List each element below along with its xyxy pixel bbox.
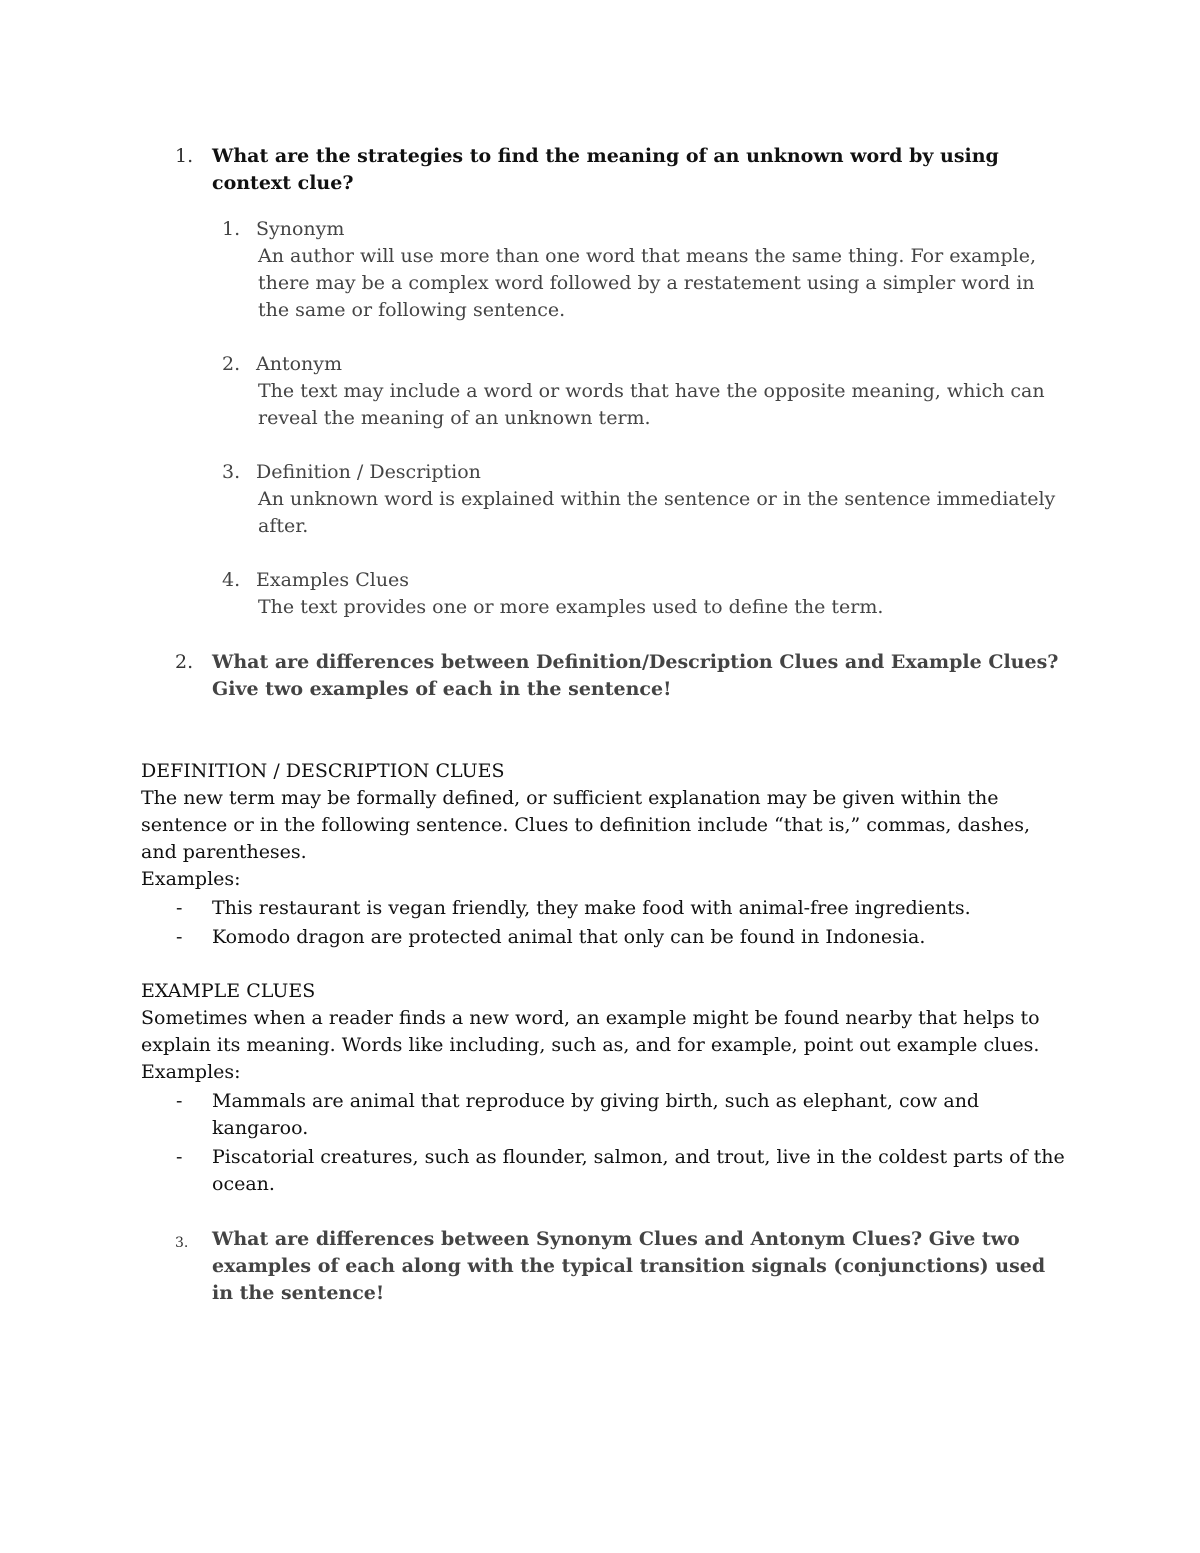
section-example-clues bbox=[141, 978, 1071, 1200]
strategy-title: Definition / Description bbox=[256, 461, 481, 483]
strategy-title: Synonym bbox=[256, 218, 345, 240]
list-item bbox=[141, 1144, 1071, 1198]
question-number: 1. bbox=[175, 145, 194, 167]
section-paragraph: The new term may be formally defined, or sufficient explanation may be given within the sentence or in the following sentence. Clues to definition include “that is,” commas, dashes, and parentheses. bbox=[141, 787, 1031, 863]
section-definition-clues bbox=[141, 758, 1071, 953]
examples-label: Examples: bbox=[141, 868, 241, 890]
question-text: What are the strategies to find the meaning of an unknown word by using context clue? bbox=[212, 145, 999, 194]
strategy-number: 1. bbox=[222, 218, 241, 240]
examples-list bbox=[141, 895, 1071, 951]
question-text: What are differences between Synonym Clues and Antonym Clues? Give two examples of each along with the typical transition signals (conjunctions) used in the sentence! bbox=[212, 1228, 1046, 1304]
bullet-dash: - bbox=[176, 1146, 183, 1168]
strategy-title: Examples Clues bbox=[256, 569, 410, 591]
strategy-description: The text provides one or more examples used to define the term. bbox=[258, 596, 884, 618]
example-text: Mammals are animal that reproduce by giving birth, such as elephant, cow and kangaroo. bbox=[212, 1090, 980, 1139]
list-item bbox=[141, 924, 1071, 951]
examples-label: Examples: bbox=[141, 1061, 241, 1083]
strategy-title: Antonym bbox=[256, 353, 343, 375]
section-paragraph: Sometimes when a reader finds a new word, an example might be found nearby that helps to explain its meaning. Words like including, such as, and for example, point out example clues. bbox=[141, 1007, 1040, 1056]
example-text: Komodo dragon are protected animal that only can be found in Indonesia. bbox=[212, 926, 926, 948]
strategy-description: The text may include a word or words that have the opposite meaning, which can reveal the meaning of an unknown term. bbox=[258, 380, 1045, 429]
strategy-description: An unknown word is explained within the sentence or in the sentence immediately after. bbox=[258, 488, 1056, 537]
strategy-description: An author will use more than one word that means the same thing. For example, there may be a complex word followed by a restatement using a simpler word in the same or following sentence. bbox=[258, 245, 1037, 321]
strategy-number: 4. bbox=[222, 569, 241, 591]
example-text: Piscatorial creatures, such as flounder, salmon, and trout, live in the coldest parts of the ocean. bbox=[212, 1146, 1065, 1195]
list-item bbox=[141, 895, 1071, 922]
section-heading: DEFINITION / DESCRIPTION CLUES bbox=[141, 760, 505, 782]
list-item bbox=[141, 1088, 1071, 1142]
examples-list bbox=[141, 1088, 1071, 1198]
question-number: 2. bbox=[175, 651, 194, 673]
example-text: This restaurant is vegan friendly, they make food with animal-free ingredients. bbox=[212, 897, 971, 919]
section-heading: EXAMPLE CLUES bbox=[141, 980, 316, 1002]
strategy-number: 2. bbox=[222, 353, 241, 375]
strategy-number: 3. bbox=[222, 461, 241, 483]
question-number: 3. bbox=[175, 1235, 189, 1251]
bullet-dash: - bbox=[176, 926, 183, 948]
bullet-dash: - bbox=[176, 897, 183, 919]
bullet-dash: - bbox=[176, 1090, 183, 1112]
question-text: What are differences between Definition/Description Clues and Example Clues? Give two examples of each in the sentence! bbox=[212, 651, 1059, 700]
